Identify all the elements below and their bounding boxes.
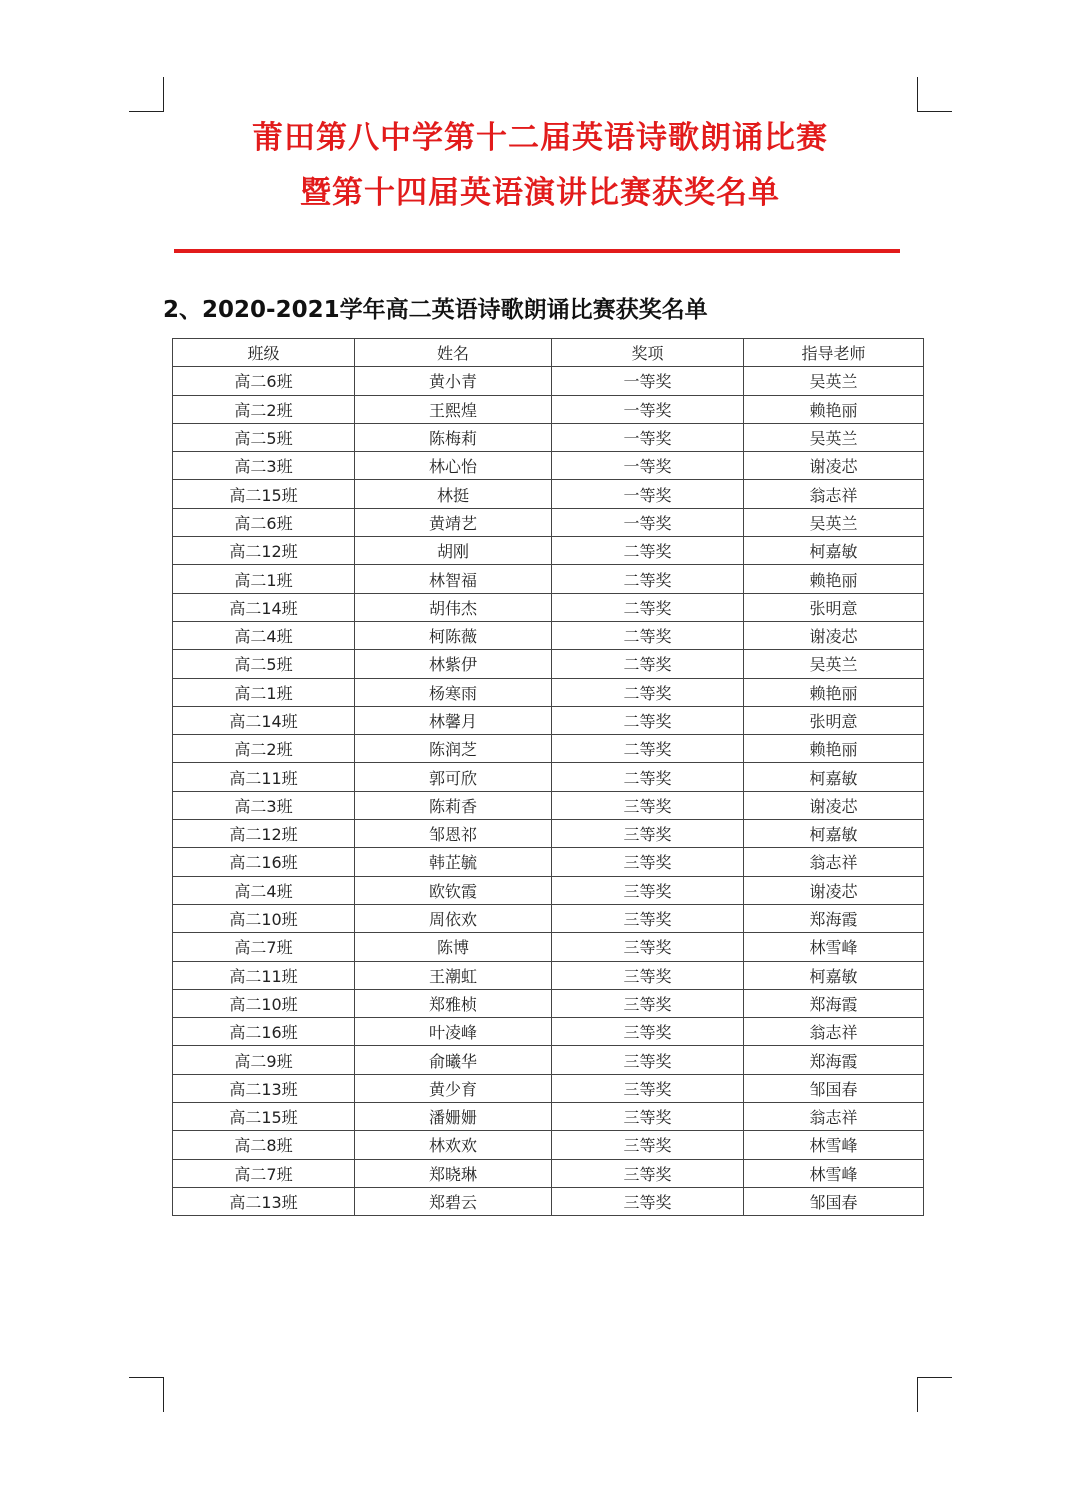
table-row	[173, 820, 924, 848]
cell-class: 高二9班	[173, 1046, 355, 1074]
table-row	[173, 537, 924, 565]
cell-award: 二等奖	[552, 763, 744, 791]
cell-award: 一等奖	[552, 423, 744, 451]
cell-teacher: 吴英兰	[744, 367, 924, 395]
awards-table	[172, 338, 924, 1216]
table-row	[173, 367, 924, 395]
cell-teacher: 谢凌芯	[744, 876, 924, 904]
cell-class: 高二11班	[173, 763, 355, 791]
cell-award: 三等奖	[552, 876, 744, 904]
table-row	[173, 452, 924, 480]
cell-name: 周依欢	[355, 904, 552, 932]
cell-name: 欧钦霞	[355, 876, 552, 904]
cell-teacher: 谢凌芯	[744, 791, 924, 819]
cell-award: 一等奖	[552, 367, 744, 395]
table-row	[173, 423, 924, 451]
cell-name: 胡伟杰	[355, 593, 552, 621]
cell-class: 高二4班	[173, 621, 355, 649]
cell-teacher: 翁志祥	[744, 1018, 924, 1046]
cell-name: 林智福	[355, 565, 552, 593]
cell-teacher: 柯嘉敏	[744, 961, 924, 989]
cell-award: 一等奖	[552, 452, 744, 480]
table-body	[173, 367, 924, 1216]
cell-class: 高二6班	[173, 367, 355, 395]
table-row	[173, 1187, 924, 1215]
cell-award: 二等奖	[552, 593, 744, 621]
table-row	[173, 961, 924, 989]
cell-class: 高二5班	[173, 650, 355, 678]
cell-name: 俞曦华	[355, 1046, 552, 1074]
cell-teacher: 柯嘉敏	[744, 537, 924, 565]
table-row	[173, 791, 924, 819]
cell-class: 高二13班	[173, 1074, 355, 1102]
cell-class: 高二16班	[173, 1018, 355, 1046]
cell-award: 三等奖	[552, 791, 744, 819]
cell-award: 一等奖	[552, 508, 744, 536]
cell-teacher: 柯嘉敏	[744, 820, 924, 848]
table-row	[173, 621, 924, 649]
cell-class: 高二10班	[173, 904, 355, 932]
table-row	[173, 593, 924, 621]
cell-class: 高二3班	[173, 452, 355, 480]
cell-class: 高二3班	[173, 791, 355, 819]
cell-teacher: 吴英兰	[744, 508, 924, 536]
cell-teacher: 郑海霞	[744, 1046, 924, 1074]
cell-name: 黄靖艺	[355, 508, 552, 536]
cell-award: 一等奖	[552, 480, 744, 508]
table-row	[173, 1131, 924, 1159]
cell-award: 三等奖	[552, 1103, 744, 1131]
cell-class: 高二4班	[173, 876, 355, 904]
cell-teacher: 林雪峰	[744, 1159, 924, 1187]
cell-teacher: 郑海霞	[744, 989, 924, 1017]
cell-name: 黄小青	[355, 367, 552, 395]
cell-teacher: 邹国春	[744, 1074, 924, 1102]
cell-class: 高二15班	[173, 1103, 355, 1131]
cell-award: 三等奖	[552, 1018, 744, 1046]
cell-class: 高二10班	[173, 989, 355, 1017]
cell-teacher: 赖艳丽	[744, 678, 924, 706]
cell-award: 三等奖	[552, 820, 744, 848]
table-row	[173, 1159, 924, 1187]
table-row	[173, 1103, 924, 1131]
cell-name: 陈博	[355, 933, 552, 961]
cell-teacher: 赖艳丽	[744, 395, 924, 423]
cell-class: 高二14班	[173, 706, 355, 734]
cell-name: 林欢欢	[355, 1131, 552, 1159]
cell-award: 三等奖	[552, 904, 744, 932]
table-row	[173, 1074, 924, 1102]
cell-name: 潘姗姗	[355, 1103, 552, 1131]
cell-teacher: 林雪峰	[744, 933, 924, 961]
cell-name: 黄少育	[355, 1074, 552, 1102]
cell-name: 杨寒雨	[355, 678, 552, 706]
cell-teacher: 翁志祥	[744, 1103, 924, 1131]
cell-class: 高二1班	[173, 565, 355, 593]
table-row	[173, 706, 924, 734]
cell-class: 高二11班	[173, 961, 355, 989]
table-row	[173, 848, 924, 876]
table-row	[173, 735, 924, 763]
cell-award: 二等奖	[552, 735, 744, 763]
cell-teacher: 赖艳丽	[744, 565, 924, 593]
cell-name: 林紫伊	[355, 650, 552, 678]
cell-award: 三等奖	[552, 1131, 744, 1159]
cell-name: 柯陈薇	[355, 621, 552, 649]
table-row	[173, 395, 924, 423]
cell-name: 胡刚	[355, 537, 552, 565]
cell-teacher: 吴英兰	[744, 423, 924, 451]
cell-name: 陈莉香	[355, 791, 552, 819]
cell-award: 三等奖	[552, 848, 744, 876]
cell-class: 高二7班	[173, 1159, 355, 1187]
cell-class: 高二12班	[173, 820, 355, 848]
cell-award: 二等奖	[552, 565, 744, 593]
header-class: 班级	[173, 339, 355, 367]
table-row	[173, 678, 924, 706]
cell-teacher: 翁志祥	[744, 480, 924, 508]
cell-teacher: 林雪峰	[744, 1131, 924, 1159]
cell-class: 高二2班	[173, 735, 355, 763]
table-row	[173, 904, 924, 932]
table-row	[173, 989, 924, 1017]
cell-class: 高二14班	[173, 593, 355, 621]
cell-name: 陈梅莉	[355, 423, 552, 451]
cell-name: 王熙煌	[355, 395, 552, 423]
cell-award: 一等奖	[552, 395, 744, 423]
cell-teacher: 吴英兰	[744, 650, 924, 678]
table-row	[173, 933, 924, 961]
cell-teacher: 柯嘉敏	[744, 763, 924, 791]
cell-teacher: 翁志祥	[744, 848, 924, 876]
crop-mark-top-right	[917, 77, 952, 112]
cell-name: 郑晓琳	[355, 1159, 552, 1187]
cell-class: 高二5班	[173, 423, 355, 451]
cell-award: 三等奖	[552, 1074, 744, 1102]
cell-award: 三等奖	[552, 1187, 744, 1215]
cell-name: 叶凌峰	[355, 1018, 552, 1046]
cell-class: 高二15班	[173, 480, 355, 508]
crop-mark-bottom-right	[917, 1377, 952, 1412]
table-row	[173, 1018, 924, 1046]
cell-class: 高二6班	[173, 508, 355, 536]
cell-name: 王潮虹	[355, 961, 552, 989]
cell-class: 高二1班	[173, 678, 355, 706]
cell-name: 林馨月	[355, 706, 552, 734]
cell-name: 林挺	[355, 480, 552, 508]
cell-award: 三等奖	[552, 933, 744, 961]
title-divider	[174, 249, 900, 253]
cell-award: 三等奖	[552, 961, 744, 989]
cell-class: 高二7班	[173, 933, 355, 961]
cell-class: 高二12班	[173, 537, 355, 565]
cell-class: 高二8班	[173, 1131, 355, 1159]
header-award: 奖项	[552, 339, 744, 367]
document-title-line-1: 莆田第八中学第十二届英语诗歌朗诵比赛	[252, 120, 828, 156]
cell-teacher: 赖艳丽	[744, 735, 924, 763]
section-heading: 2、2020-2021学年高二英语诗歌朗诵比赛获奖名单	[163, 297, 708, 323]
cell-teacher: 张明意	[744, 593, 924, 621]
cell-name: 郭可欣	[355, 763, 552, 791]
cell-teacher: 张明意	[744, 706, 924, 734]
cell-teacher: 邹国春	[744, 1187, 924, 1215]
cell-award: 二等奖	[552, 537, 744, 565]
table-row	[173, 650, 924, 678]
cell-award: 三等奖	[552, 989, 744, 1017]
header-name: 姓名	[355, 339, 552, 367]
cell-name: 郑碧云	[355, 1187, 552, 1215]
table-row	[173, 565, 924, 593]
header-teacher: 指导老师	[744, 339, 924, 367]
crop-mark-top-left	[129, 77, 164, 112]
table-row	[173, 480, 924, 508]
table-row	[173, 876, 924, 904]
cell-class: 高二2班	[173, 395, 355, 423]
cell-award: 二等奖	[552, 650, 744, 678]
cell-award: 三等奖	[552, 1159, 744, 1187]
cell-name: 韩芷毓	[355, 848, 552, 876]
table-header-row	[173, 339, 924, 367]
cell-name: 邹恩祁	[355, 820, 552, 848]
cell-award: 二等奖	[552, 678, 744, 706]
cell-class: 高二16班	[173, 848, 355, 876]
cell-award: 二等奖	[552, 621, 744, 649]
table-row	[173, 508, 924, 536]
crop-mark-bottom-left	[129, 1377, 164, 1412]
table-row	[173, 1046, 924, 1074]
cell-name: 林心怡	[355, 452, 552, 480]
cell-name: 郑雅桢	[355, 989, 552, 1017]
cell-name: 陈润芝	[355, 735, 552, 763]
cell-teacher: 谢凌芯	[744, 621, 924, 649]
table-row	[173, 763, 924, 791]
document-title-line-2: 暨第十四届英语演讲比赛获奖名单	[300, 175, 780, 211]
cell-award: 二等奖	[552, 706, 744, 734]
cell-award: 三等奖	[552, 1046, 744, 1074]
cell-teacher: 郑海霞	[744, 904, 924, 932]
cell-class: 高二13班	[173, 1187, 355, 1215]
cell-teacher: 谢凌芯	[744, 452, 924, 480]
